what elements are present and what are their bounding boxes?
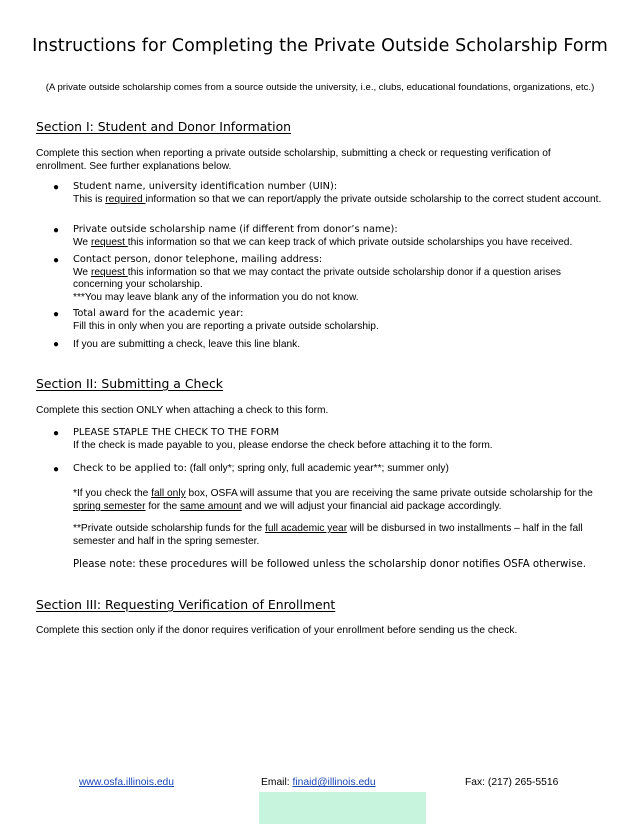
item-lead: PLEASE STAPLE THE CHECK TO THE FORM (73, 427, 280, 438)
highlight-box (259, 792, 426, 824)
section-3-heading: Section III: Requesting Verification of Enrollment (36, 597, 336, 612)
underlined-text: spring semester (73, 501, 146, 512)
bullet-icon: ● (53, 255, 60, 266)
text-run: will be disbursed in two installments – half in the fall semester and half in the spring semester. (73, 523, 583, 547)
note-full-year (73, 522, 613, 548)
bullet-icon: ● (53, 428, 60, 439)
item-lead: Contact person, donor telephone, mailing address: (73, 254, 323, 265)
footer-fax: Fax: (217) 265-5516 (465, 777, 559, 788)
bullet-icon: ● (53, 339, 60, 350)
email-label: Email: (261, 777, 293, 788)
list-item-contact-person (73, 254, 608, 304)
section-1-intro: Complete this section when reporting a private outside scholarship, submitting a check or requesting verification of enrollment. See further explanations below. (36, 148, 551, 172)
text-run: We (73, 236, 91, 248)
section-2-heading: Section II: Submitting a Check (36, 376, 223, 391)
item-text (73, 237, 608, 250)
note-procedures: Please note: these procedures will be followed unless the scholarship donor notifies OSFA otherwise. (73, 559, 587, 570)
section-1-heading: Section I: Student and Donor Information (36, 119, 292, 134)
page-subtitle: (A private outside scholarship comes from a source outside the university, i.e., clubs, educational foundations, organizations, etc.) (45, 82, 595, 93)
item-lead: Check to be applied to: (73, 463, 187, 474)
bullet-icon: ● (53, 309, 60, 320)
bullet-icon: ● (53, 182, 60, 193)
list-item-check-applied (73, 463, 608, 476)
item-text: Fill this in only when you are reporting a private outside scholarship. (73, 320, 379, 332)
bullet-icon: ● (53, 225, 60, 236)
footer-email (261, 777, 376, 788)
text-run: This is (73, 193, 106, 205)
item-lead: Private outside scholarship name (if different from donor’s name): (73, 224, 398, 235)
list-item-check-note: If you are submitting a check, leave this line blank. (73, 339, 301, 350)
item-lead: Student name, university identification number (UIN): (73, 181, 338, 192)
bullet-icon: ● (53, 464, 60, 475)
text-run: **Private outside scholarship funds for the (73, 523, 265, 534)
underlined-text: full academic year (264, 523, 348, 534)
section-3-intro: Complete this section only if the donor requires verification of your enrollment before sending us the check. (36, 625, 518, 636)
website-link[interactable]: www.osfa.illinois.edu (79, 777, 175, 788)
page-title: Instructions for Completing the Private Outside Scholarship Form (32, 36, 608, 56)
text-run: box, OSFA will assume that you are receiving the same private outside scholarship for the (185, 488, 593, 499)
email-link[interactable]: finaid@illinois.edu (292, 777, 376, 788)
section-2-intro: Complete this section ONLY when attaching a check to this form. (36, 405, 329, 416)
item-text (73, 267, 608, 292)
item-lead: Total award for the academic year: (73, 308, 244, 319)
underlined-text: same amount (180, 501, 242, 512)
list-item-scholarship-name (73, 224, 608, 249)
text-run: *If you check the (73, 488, 152, 499)
item-note: ***You may leave blank any of the information you do not know. (73, 291, 359, 303)
list-item-staple-check (73, 427, 608, 452)
text-run: and we will adjust your financial aid package accordingly. (241, 501, 502, 512)
item-text (73, 194, 608, 207)
underlined-text: fall only (151, 488, 186, 499)
website-link-wrap (79, 777, 174, 788)
text-run: this information so that we may contact the private outside scholarship donor if a question arises concerning your scholarship. (73, 266, 561, 290)
text-run: information so that we can report/apply the private outside scholarship to the correct student account. (145, 193, 602, 205)
underlined-text: request (90, 266, 128, 278)
note-fall-only (73, 487, 613, 513)
list-item-student-name (73, 181, 608, 206)
underlined-text: required (105, 193, 146, 205)
text-run: this information so that we can keep track of which private outside scholarships you have received. (127, 236, 573, 248)
item-text: If the check is made payable to you, please endorse the check before attaching it to the form. (73, 439, 493, 451)
text-run: for the (145, 501, 181, 512)
item-text: (fall only*; spring only, full academic year**; summer only) (186, 463, 449, 474)
underlined-text: request (90, 236, 128, 248)
list-item-total-award (73, 308, 608, 333)
text-run: We (73, 266, 91, 278)
